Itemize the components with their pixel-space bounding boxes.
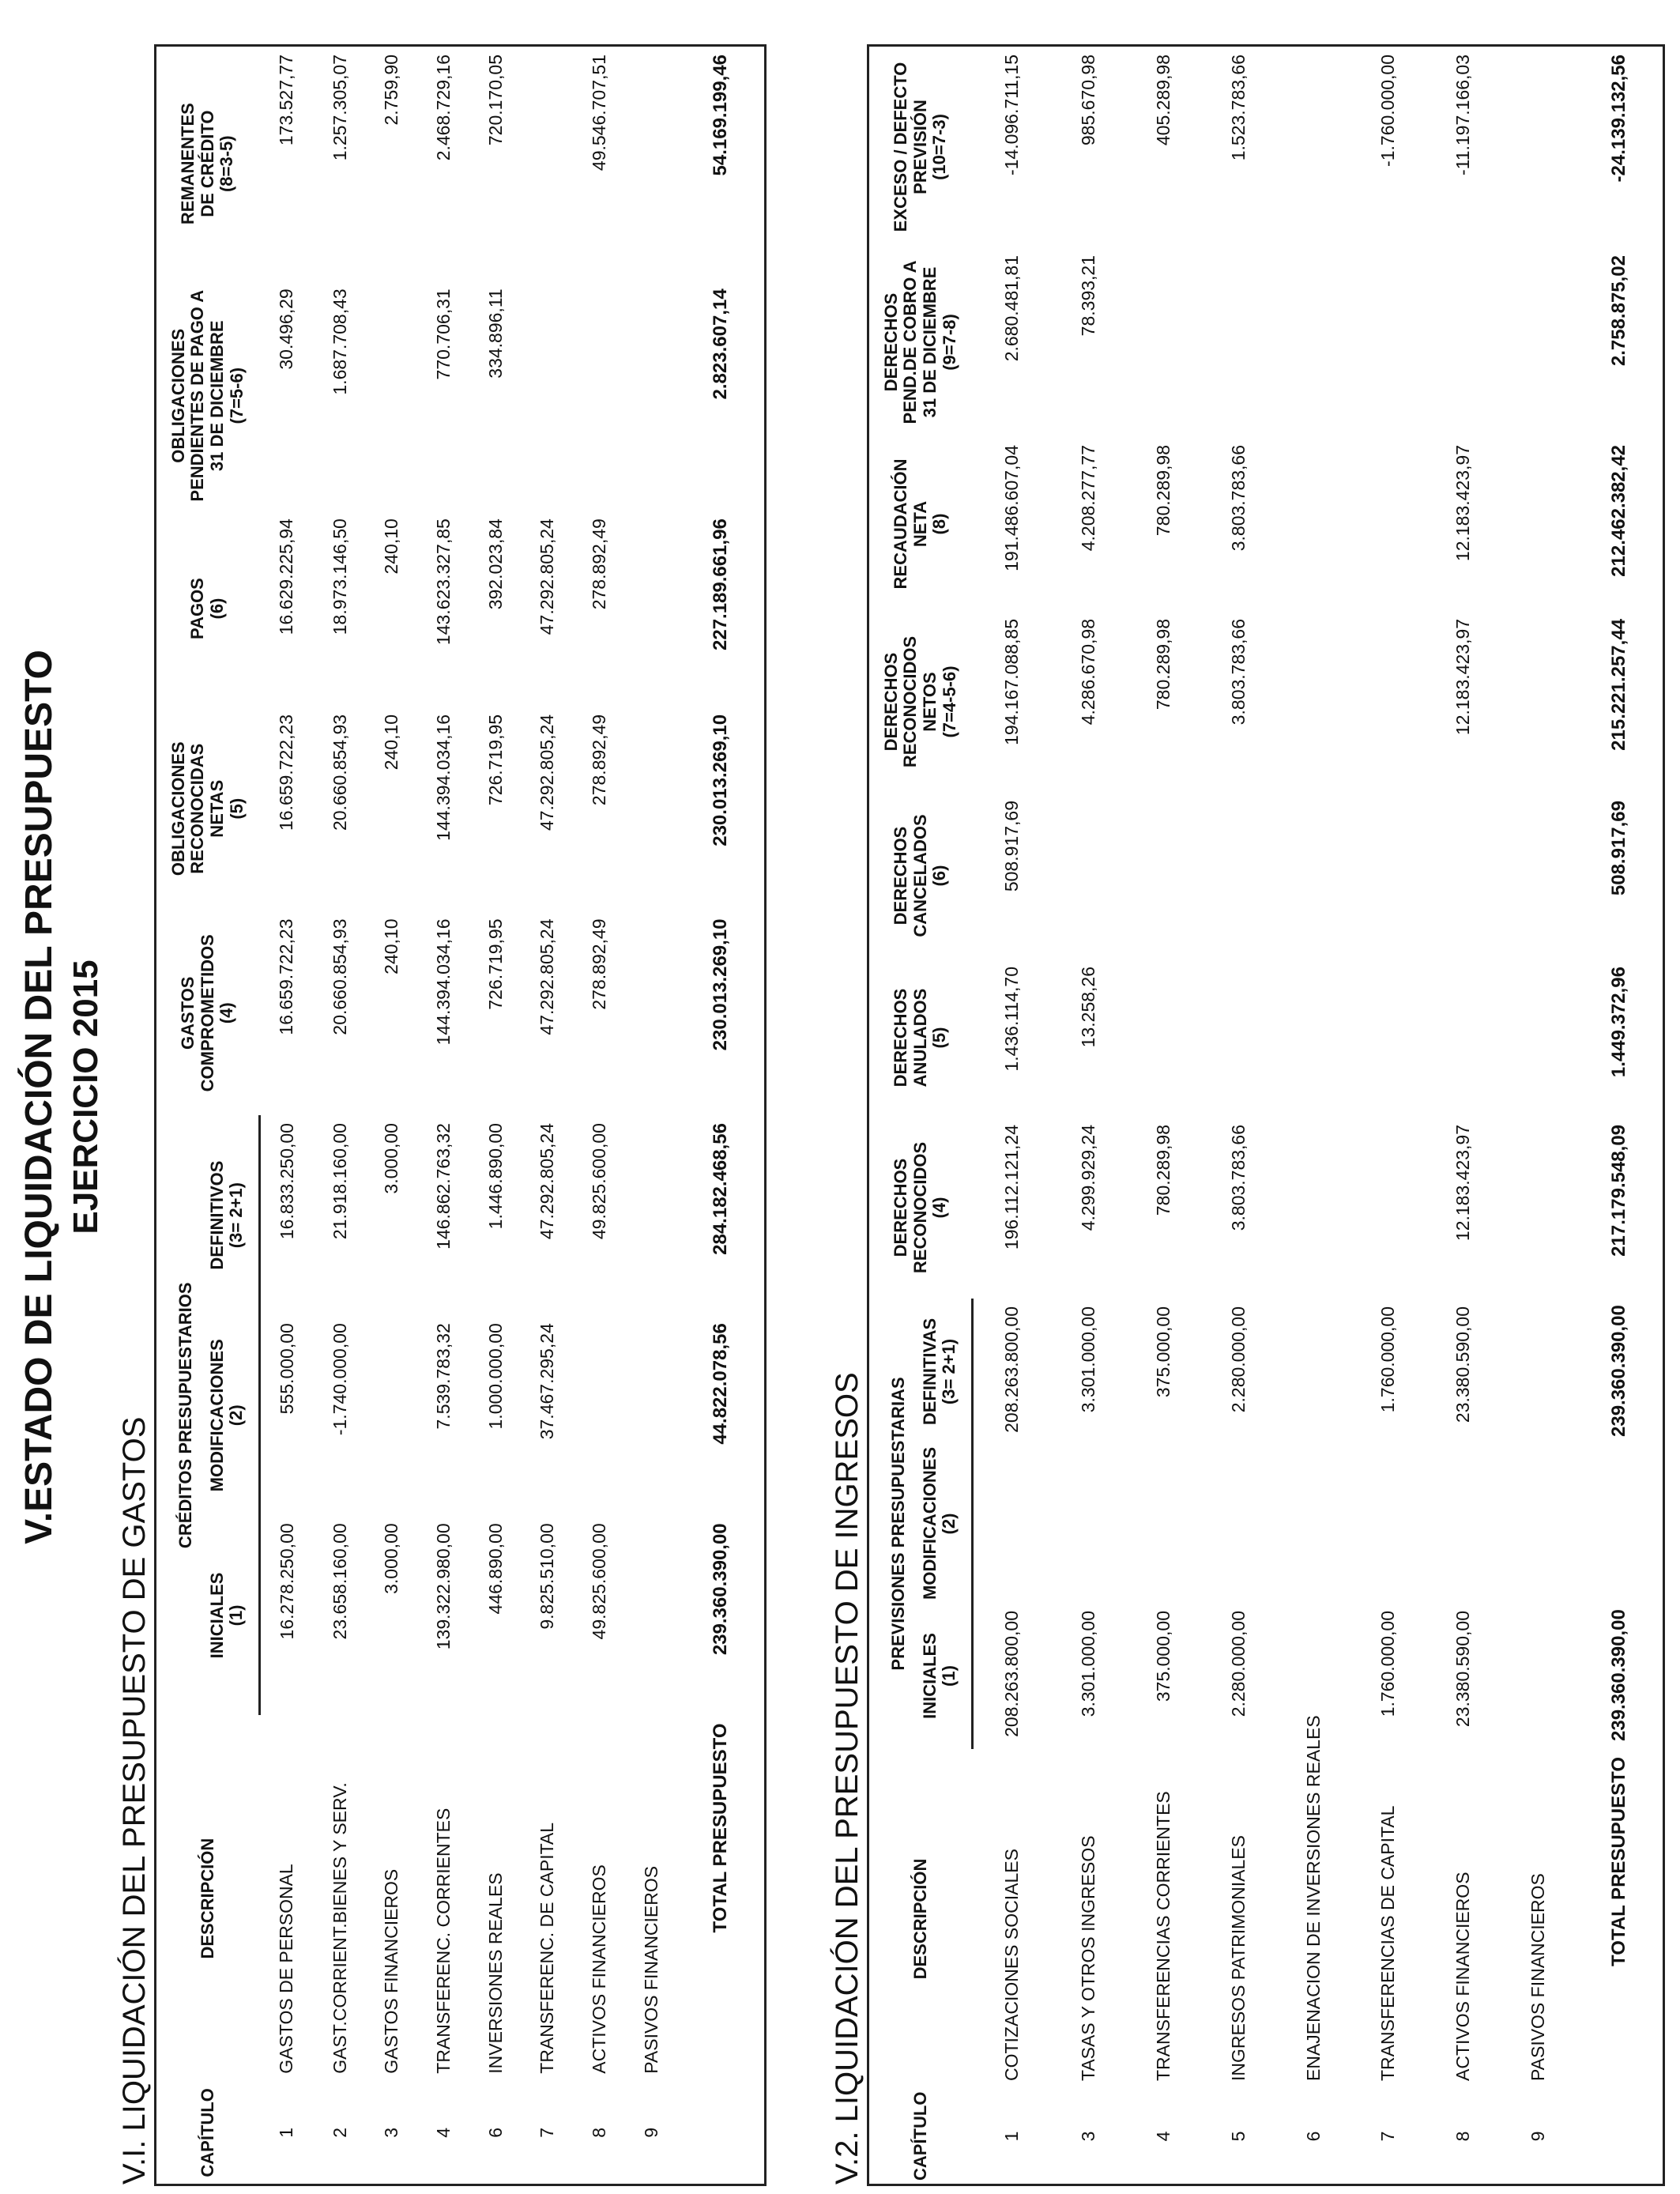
cell-dr [1350, 1117, 1426, 1299]
cell-ex: 1.523.783,66 [1227, 54, 1249, 161]
cell-mod [1126, 1445, 1201, 1603]
cell-pend [366, 281, 418, 511]
cell-da: 13.258,26 [1078, 966, 1099, 1048]
cell-da [1126, 959, 1201, 1117]
cell-pend [522, 281, 574, 511]
cell-def: 208.263.800,00 [1001, 1306, 1023, 1433]
cell-mod: 7.539.783,32 [432, 1323, 454, 1430]
cell-mod [1276, 1445, 1351, 1603]
cell-rec: 191.486.607,04 [1000, 444, 1022, 571]
cell-def: 146.862.763,32 [432, 1123, 454, 1250]
cell-dc: 508.917,69 [1000, 800, 1022, 892]
cell-ini [1501, 1603, 1576, 1749]
cell-cap: 7 [1377, 2131, 1399, 2142]
cell-def [1501, 1299, 1576, 1445]
cell-cap: 4 [1152, 2131, 1173, 2142]
total-dp: 2.758.875,02 [1608, 254, 1629, 367]
cell-desc: TASAS Y OTROS INGRESOS [1078, 1835, 1099, 2081]
gastos-header-capitulo: CAPÍTULO [197, 2088, 217, 2177]
cell-ex: -1.760.000,00 [1377, 54, 1399, 167]
cell-cap: 1 [1000, 2131, 1022, 2142]
total-ex: -24.139.132,56 [1608, 54, 1629, 183]
cell-drn: 3.803.783,66 [1227, 618, 1249, 726]
cell-ini: 139.322.980,00 [432, 1523, 454, 1650]
cell-desc: INVERSIONES REALES [484, 1872, 506, 2074]
cell-da: 1.436.114,70 [1000, 966, 1022, 1072]
table-row [1501, 47, 1576, 2184]
cell-rec: 12.183.423,97 [1452, 444, 1474, 562]
cell-ini: 1.760.000,00 [1377, 1611, 1399, 1717]
cell-da [1501, 959, 1576, 1117]
cell-ini: 49.825.600,00 [588, 1523, 609, 1640]
cell-ex: 985.670,98 [1078, 54, 1099, 146]
table-row [972, 47, 1051, 2184]
total-drn: 215.221.257,44 [1608, 618, 1629, 751]
cell-mod: 1.000.000,00 [484, 1323, 506, 1430]
cell-cap: 8 [1452, 2131, 1474, 2142]
table-row [314, 47, 366, 2184]
cell-def: 47.292.805,24 [537, 1123, 558, 1240]
cell-ex: -11.197.166,03 [1452, 54, 1474, 176]
cell-def: 23.380.590,00 [1452, 1306, 1474, 1423]
total-row [1576, 47, 1663, 2184]
total-cap-cell [1576, 2089, 1663, 2184]
cell-ini: 16.278.250,00 [276, 1523, 297, 1640]
cell-dp [1201, 247, 1276, 437]
cell-dp [1126, 247, 1201, 437]
cell-comp: 278.892,49 [588, 918, 609, 1010]
cell-rec [1276, 437, 1351, 611]
cell-pagos: 143.623.327,85 [432, 518, 454, 646]
ingresos-table [869, 47, 1663, 2184]
cell-mod [1501, 1445, 1576, 1603]
cell-rem: 720.170,05 [484, 55, 506, 146]
cell-dc [1426, 793, 1501, 959]
cell-ini [625, 1515, 677, 1715]
cell-rec: 4.208.277,77 [1078, 444, 1099, 552]
cell-mod: -1.740.000,00 [329, 1323, 350, 1436]
cell-ini: 3.301.000,00 [1078, 1611, 1099, 1717]
cell-drn: 194.167.088,85 [1000, 618, 1022, 745]
cell-oblig: 144.394.034,16 [432, 714, 454, 841]
ingresos-header-reconocidos: DERECHOS RECONOCIDOS (4) [891, 1141, 950, 1274]
cell-dr [1501, 1117, 1576, 1299]
ingresos-header-descripcion: DESCRIPCIÓN [910, 1858, 930, 1980]
table-row [1051, 47, 1126, 2184]
ingresos-header-exceso: EXCESO / DEFECTO PREVISIÓN (10=7-3) [891, 62, 950, 232]
cell-rec [1350, 437, 1426, 611]
cell-pagos [625, 511, 677, 707]
cell-ex: 405.289,98 [1152, 54, 1173, 146]
cell-rem: 2.759,90 [381, 55, 402, 126]
cell-oblig: 278.892,49 [588, 714, 609, 806]
total-rec: 212.462.382,42 [1608, 444, 1629, 577]
table-row [522, 47, 574, 2184]
table-row [366, 47, 418, 2184]
cell-oblig [625, 707, 677, 911]
total-pagos: 227.189.661,96 [710, 518, 731, 650]
table-row [1350, 47, 1426, 2184]
cell-def: 21.918.160,00 [329, 1123, 350, 1240]
gastos-header-descripcion: DESCRIPCIÓN [197, 1838, 217, 1959]
cell-cap: 7 [537, 2127, 558, 2138]
cell-pend [625, 281, 677, 511]
cell-desc: TRANSFERENC. DE CAPITAL [537, 1822, 558, 2074]
gastos-header-creditos-group: CRÉDITOS PRESUPUESTARIOS [175, 1282, 196, 1549]
cell-oblig: 16.659.722,23 [276, 714, 297, 831]
cell-dr [1276, 1117, 1351, 1299]
cell-mod [1201, 1445, 1276, 1603]
cell-ini: 2.280.000,00 [1227, 1611, 1249, 1717]
cell-desc: GAST.CORRIENT.BIENES Y SERV. [329, 1782, 350, 2074]
cell-desc: COTIZACIONES SOCIALES [1000, 1849, 1022, 2081]
cell-dr: 4.299.929,24 [1078, 1124, 1099, 1231]
cell-desc: TRANSFERENCIAS CORRIENTES [1152, 1791, 1173, 2081]
cell-rem [522, 47, 574, 281]
cell-drn [1276, 611, 1351, 793]
cell-def: 375.000,00 [1152, 1306, 1173, 1398]
cell-desc: PASIVOS FINANCIEROS [640, 1865, 661, 2074]
cell-cap: 3 [1078, 2131, 1099, 2142]
cell-dc [1501, 793, 1576, 959]
ingresos-table-frame [867, 44, 1665, 2186]
cell-comp: 240,10 [381, 918, 402, 974]
ingresos-section-title: V.2. LIQUIDACIÓN DEL PRESUPUESTO DE INGRESOS [830, 1372, 864, 2185]
cell-mod [1350, 1445, 1426, 1603]
cell-mod [1426, 1445, 1501, 1603]
cell-comp: 20.660.854,93 [329, 918, 350, 1035]
cell-rem: 2.468.729,16 [432, 55, 454, 161]
cell-pagos: 240,10 [381, 518, 402, 575]
cell-pend: 30.496,29 [276, 288, 297, 370]
cell-mod [1051, 1445, 1126, 1603]
cell-pagos: 392.023,84 [484, 518, 506, 610]
cell-comp: 16.659.722,23 [276, 918, 297, 1035]
cell-dp [1276, 247, 1351, 437]
table-row [418, 47, 470, 2184]
cell-def: 2.280.000,00 [1227, 1306, 1249, 1413]
cell-desc: ENAJENACION DE INVERSIONES REALES [1302, 1715, 1324, 2081]
cell-da [1201, 959, 1276, 1117]
cell-pend: 770.706,31 [432, 288, 454, 380]
gastos-header-pagos: PAGOS (6) [187, 578, 227, 639]
cell-dp: 2.680.481,81 [1000, 254, 1022, 362]
cell-def: 1.446.890,00 [484, 1123, 506, 1230]
total-ini: 239.360.390,00 [710, 1523, 731, 1656]
cell-dp [1501, 247, 1576, 437]
cell-mod [574, 1315, 626, 1515]
cell-pagos: 18.973.146,50 [329, 518, 350, 635]
cell-oblig: 20.660.854,93 [329, 714, 350, 831]
cell-def: 16.833.250,00 [276, 1123, 297, 1240]
cell-cap: 8 [588, 2127, 609, 2138]
table-row [1426, 47, 1501, 2184]
cell-ini: 375.000,00 [1152, 1611, 1173, 1702]
cell-dr: 196.112.121,24 [1000, 1124, 1022, 1250]
table-row [1201, 47, 1276, 2184]
cell-cap: 6 [484, 2127, 506, 2138]
cell-drn [1501, 611, 1576, 793]
cell-cap: 2 [329, 2127, 350, 2138]
cell-rem [625, 47, 677, 281]
cell-def [625, 1115, 677, 1315]
gastos-header-definitivos: DEFINITIVOS (3= 2+1) [196, 1115, 259, 1315]
cell-dr: 780.289,98 [1152, 1124, 1173, 1216]
cell-def [1276, 1299, 1351, 1445]
cell-da [1426, 959, 1501, 1117]
cell-drn [1350, 611, 1426, 793]
gastos-header-remanentes: REMANENTES DE CRÉDITO (8=3-5) [178, 103, 237, 225]
cell-pagos: 47.292.805,24 [537, 518, 558, 635]
cell-rem: 49.546.707,51 [588, 55, 609, 172]
cell-mod [366, 1315, 418, 1515]
cell-cap: 9 [640, 2127, 661, 2138]
cell-ini: 23.380.590,00 [1452, 1611, 1474, 1728]
cell-dp [1426, 247, 1501, 437]
cell-rec [1501, 437, 1576, 611]
cell-comp: 144.394.034,16 [432, 918, 454, 1046]
cell-pend: 1.687.708,43 [329, 288, 350, 395]
gastos-header-obligaciones: OBLIGACIONES RECONOCIDAS NETAS (5) [168, 741, 247, 876]
gastos-header-pendientes: OBLIGACIONES PENDIENTES DE PAGO A 31 DE DICIEMBRE (7=5-6) [168, 289, 247, 502]
cell-dc [1126, 793, 1201, 959]
cell-dc [1350, 793, 1426, 959]
cell-drn: 780.289,98 [1152, 618, 1173, 711]
cell-ini: 9.825.510,00 [537, 1523, 558, 1630]
total-def: 239.360.390,00 [1608, 1305, 1629, 1437]
cell-dc [1051, 793, 1126, 959]
page-subtitle: EJERCICIO 2015 [66, 959, 105, 1235]
ingresos-header-anulados: DERECHOS ANULADOS (5) [891, 988, 950, 1088]
cell-mod [972, 1445, 1051, 1603]
total-row [677, 47, 764, 2184]
total-mod: 44.822.078,56 [710, 1323, 731, 1445]
table-row [1126, 47, 1201, 2184]
cell-rec: 780.289,98 [1152, 444, 1173, 537]
cell-pagos: 16.629.225,94 [276, 518, 297, 635]
total-oblig: 230.013.269,10 [710, 714, 731, 846]
total-ini: 239.360.390,00 [1608, 1609, 1629, 1741]
ingresos-header-modificaciones: MODIFICACIONES (2) [909, 1445, 972, 1603]
page-title: V.ESTADO DE LIQUIDACIÓN DEL PRESUPUESTO [18, 650, 60, 1544]
cell-cap: 9 [1527, 2131, 1549, 2142]
cell-pend: 334.896,11 [484, 288, 506, 379]
gastos-table [156, 47, 764, 2184]
cell-ex [1501, 47, 1576, 247]
cell-dc [1201, 793, 1276, 959]
cell-dp: 78.393,21 [1078, 254, 1099, 337]
cell-def: 49.825.600,00 [588, 1123, 609, 1240]
cell-dr: 3.803.783,66 [1227, 1124, 1249, 1231]
cell-rem: 173.527,77 [276, 55, 297, 146]
cell-cap: 1 [276, 2127, 297, 2138]
total-cap-cell [677, 2082, 764, 2184]
cell-desc: PASIVOS FINANCIEROS [1527, 1873, 1549, 2081]
cell-ini: 208.263.800,00 [1001, 1611, 1023, 1737]
cell-mod [625, 1315, 677, 1515]
total-mod [1576, 1445, 1663, 1603]
cell-drn: 12.183.423,97 [1452, 618, 1474, 736]
cell-desc: TRANSFERENCIAS DE CAPITAL [1377, 1805, 1399, 2081]
cell-rem: 1.257.305,07 [329, 55, 350, 161]
total-pend: 2.823.607,14 [710, 288, 731, 400]
cell-def: 3.000,00 [381, 1123, 402, 1194]
cell-pagos: 278.892,49 [588, 518, 609, 610]
cell-ex [1276, 47, 1351, 247]
cell-pend [574, 281, 626, 511]
ingresos-header-definitivas: DEFINITIVAS (3= 2+1) [909, 1299, 972, 1445]
gastos-header-comprometidos: GASTOS COMPROMETIDOS (4) [178, 934, 237, 1092]
cell-cap: 5 [1227, 2131, 1249, 2142]
table-row [574, 47, 626, 2184]
total-label: TOTAL PRESUPUESTO [710, 1723, 731, 1933]
cell-dp [1350, 247, 1426, 437]
cell-oblig: 47.292.805,24 [537, 714, 558, 831]
ingresos-header-cancelados: DERECHOS CANCELADOS (6) [891, 814, 950, 937]
cell-dc [1276, 793, 1351, 959]
table-row [625, 47, 677, 2184]
cell-cap: 3 [381, 2127, 402, 2138]
cell-comp: 47.292.805,24 [537, 918, 558, 1035]
ingresos-header-previsiones-group: PREVISIONES PRESUPUESTARIAS [888, 1377, 909, 1671]
ingresos-header-iniciales: INICIALES (1) [909, 1603, 972, 1749]
total-rem: 54.169.199,46 [710, 55, 731, 176]
total-da: 1.449.372,96 [1608, 966, 1629, 1078]
cell-ini: 23.658.160,00 [329, 1523, 350, 1640]
cell-oblig: 726.719,95 [484, 714, 506, 806]
gastos-header-modificaciones: MODIFICACIONES (2) [196, 1315, 259, 1515]
total-comp: 230.013.269,10 [710, 918, 731, 1051]
cell-dr: 12.183.423,97 [1452, 1124, 1474, 1242]
cell-def: 3.301.000,00 [1078, 1306, 1099, 1413]
cell-da [1350, 959, 1426, 1117]
cell-oblig: 240,10 [381, 714, 402, 771]
cell-comp: 726.719,95 [484, 918, 506, 1010]
gastos-header-iniciales: INICIALES (1) [196, 1515, 259, 1715]
cell-da [1276, 959, 1351, 1117]
cell-mod: 37.467.295,24 [537, 1323, 558, 1440]
table-row [469, 47, 522, 2184]
cell-mod: 555.000,00 [276, 1323, 297, 1415]
cell-desc: TRANSFERENC. CORRIENTES [432, 1808, 454, 2074]
cell-ini: 3.000,00 [381, 1523, 402, 1594]
cell-cap: 4 [432, 2127, 454, 2138]
cell-ex: -14.096.711,15 [1000, 54, 1022, 176]
ingresos-header-pendientes: DERECHOS PEND.DE COBRO A 31 DE DICIEMBRE (9=7-8) [880, 260, 959, 424]
cell-desc: GASTOS FINANCIEROS [381, 1868, 402, 2074]
table-row [1276, 47, 1351, 2184]
cell-comp [625, 910, 677, 1115]
cell-ini: 446.890,00 [484, 1523, 506, 1615]
cell-desc: ACTIVOS FINANCIEROS [588, 1864, 609, 2074]
total-dr: 217.179.548,09 [1608, 1124, 1629, 1257]
ingresos-header-recaudacion: RECAUDACIÓN NETA (8) [891, 458, 950, 590]
cell-cap: 6 [1302, 2131, 1324, 2142]
cell-desc: ACTIVOS FINANCIEROS [1452, 1872, 1474, 2081]
cell-rec: 3.803.783,66 [1227, 444, 1249, 552]
cell-drn: 4.286.670,98 [1078, 618, 1099, 726]
cell-desc: INGRESOS PATRIMONIALES [1227, 1835, 1249, 2081]
ingresos-header-reconocidos-netos: DERECHOS RECONOCIDOS NETOS (7=4-5-6) [880, 635, 959, 768]
gastos-table-frame [154, 44, 767, 2186]
table-row [259, 47, 314, 2184]
cell-def: 1.760.000,00 [1377, 1306, 1399, 1413]
ingresos-header-capitulo: CAPÍTULO [910, 2091, 930, 2181]
total-def: 284.182.468,56 [710, 1123, 731, 1255]
cell-desc: GASTOS DE PERSONAL [276, 1864, 297, 2074]
gastos-section-title: V.I. LIQUIDACIÓN DEL PRESUPUESTO DE GASTOS [117, 1416, 152, 2185]
total-label: TOTAL PRESUPUESTO [1608, 1757, 1629, 1966]
total-dc: 508.917,69 [1608, 800, 1629, 896]
